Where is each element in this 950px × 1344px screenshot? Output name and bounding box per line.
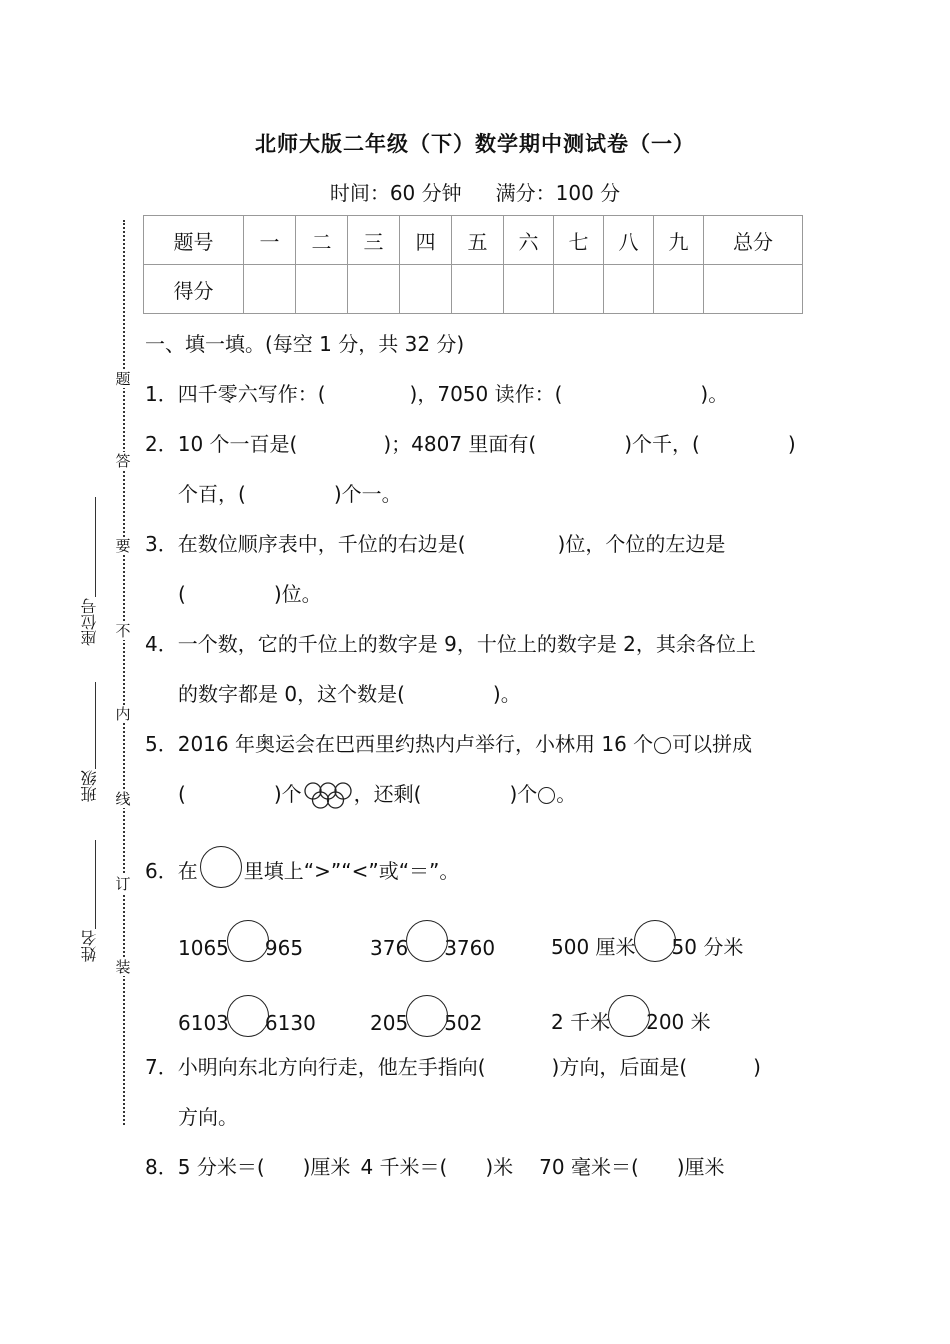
question-text: ): [753, 1055, 761, 1079]
table-cell: 总分: [704, 216, 803, 265]
table-cell: 八: [604, 216, 654, 265]
compare-item: [551, 993, 711, 1035]
question-text: 在数位顺序表中，千位的右边是(: [177, 532, 466, 556]
compare-circle[interactable]: [634, 920, 676, 962]
score-cell[interactable]: [296, 265, 348, 314]
compare-item: [178, 918, 303, 960]
compare-circle[interactable]: [227, 920, 269, 962]
question-text: )。: [492, 682, 521, 706]
binding-char: 不: [115, 622, 131, 640]
question-text: )厘米: [676, 1155, 725, 1179]
class-line[interactable]: [95, 682, 96, 769]
score-cell[interactable]: [554, 265, 604, 314]
score-cell[interactable]: [452, 265, 504, 314]
question-text: )；4807 里面有(: [383, 432, 537, 456]
table-cell: 得分: [144, 265, 244, 314]
question-text: 在: [177, 859, 198, 883]
score-cell[interactable]: [654, 265, 704, 314]
compare-circle[interactable]: [227, 995, 269, 1037]
question-text: )位，个位的左边是: [557, 532, 726, 556]
score-cell[interactable]: [400, 265, 452, 314]
question-4-cont: [178, 678, 521, 707]
table-cell: 四: [400, 216, 452, 265]
question-text: )个一。: [333, 482, 402, 506]
question-text: 70 毫米＝(: [539, 1155, 639, 1179]
table-row: [144, 265, 803, 314]
compare-right: 50 分米: [671, 935, 744, 959]
question-text: 里填上“>”“<”或“＝”。: [243, 859, 460, 883]
olympic-rings-icon: [304, 780, 352, 812]
question-text: 方向。: [178, 1105, 238, 1129]
question-text: 。: [556, 782, 577, 806]
question-3: [145, 528, 725, 557]
binding-char: 要: [115, 537, 131, 555]
name-line[interactable]: [95, 840, 96, 929]
binding-char: 题: [115, 370, 131, 388]
binding-char: 订: [115, 875, 131, 893]
question-text: 10 个一百是(: [177, 432, 298, 456]
binding-char: 装: [115, 958, 131, 976]
question-number: 7．: [145, 1055, 178, 1079]
table-cell: 二: [296, 216, 348, 265]
binding-char: 内: [115, 705, 131, 723]
compare-left: 6103: [178, 1011, 229, 1035]
question-number: 8．: [145, 1155, 178, 1179]
circle-icon: [200, 846, 242, 888]
seat-number-label: 座位号: [80, 598, 99, 646]
question-number: 4．: [145, 632, 178, 656]
question-text: )个: [273, 782, 302, 806]
question-text: 2016 年奥运会在巴西里约热内卢举行，小林用 16 个: [177, 732, 654, 756]
compare-left: 2 千米: [551, 1010, 611, 1034]
question-text: )位。: [273, 582, 322, 606]
table-cell: 七: [554, 216, 604, 265]
question-text: )。: [700, 382, 729, 406]
question-text: (: [178, 782, 186, 806]
question-text: )米: [485, 1155, 514, 1179]
score-cell[interactable]: [604, 265, 654, 314]
question-text: 可以拼成: [672, 732, 753, 756]
section-heading: 一、填一填。(每空 1 分，共 32 分): [145, 332, 465, 356]
question-8: [145, 1151, 725, 1180]
compare-item: [178, 993, 316, 1035]
small-circle-icon: [654, 737, 671, 754]
question-7: [145, 1051, 761, 1080]
question-text: 个百，(: [178, 482, 246, 506]
question-text: )，7050 读作：(: [409, 382, 563, 406]
question-text: (: [178, 582, 186, 606]
compare-circle[interactable]: [406, 920, 448, 962]
question-2: [145, 428, 796, 457]
question-number: 1．: [145, 382, 178, 406]
compare-circle[interactable]: [608, 995, 650, 1037]
question-2-cont: [178, 478, 402, 507]
table-cell: 一: [244, 216, 296, 265]
table-cell: 五: [452, 216, 504, 265]
compare-left: 1065: [178, 936, 229, 960]
question-text: 小明向东北方向行走，他左手指向(: [177, 1055, 486, 1079]
table-row: [144, 216, 803, 265]
question-text: )厘米: [302, 1155, 351, 1179]
compare-item: [551, 918, 743, 960]
compare-right: 3760: [444, 936, 496, 960]
compare-right: 200 米: [646, 1010, 711, 1034]
score-cell[interactable]: [504, 265, 554, 314]
question-3-cont: [178, 578, 322, 607]
question-5-cont: [178, 778, 576, 812]
question-4: [145, 628, 756, 657]
time-limit: 时间：60 分钟: [329, 181, 462, 205]
question-text: 一个数，它的千位上的数字是 9，十位上的数字是 2，其余各位上: [177, 632, 756, 656]
page-title: 北师大版二年级（下）数学期中测试卷（一）: [255, 132, 695, 156]
question-number: 5．: [145, 732, 178, 756]
compare-left: 376: [370, 936, 409, 960]
table-cell: 题号: [144, 216, 244, 265]
compare-right: 6130: [264, 1011, 316, 1035]
compare-item: [370, 918, 495, 960]
binding-char: 答: [115, 452, 131, 470]
class-label: 班级: [80, 770, 99, 802]
question-text: )个: [509, 782, 538, 806]
compare-left: 500 厘米: [551, 935, 636, 959]
table-cell: 三: [348, 216, 400, 265]
seat-number-line[interactable]: [95, 497, 96, 597]
full-score: 满分：100 分: [495, 181, 621, 205]
compare-right: 502: [444, 1011, 483, 1035]
question-text: )个千，(: [624, 432, 700, 456]
question-6: [145, 842, 459, 884]
question-text: ，还剩(: [353, 782, 422, 806]
compare-circle[interactable]: [406, 995, 448, 1037]
binding-char: 线: [115, 790, 131, 808]
table-cell: 六: [504, 216, 554, 265]
question-text: 的数字都是 0，这个数是(: [178, 682, 405, 706]
question-7-cont: [178, 1101, 238, 1130]
score-cell[interactable]: [244, 265, 296, 314]
question-1: [145, 378, 728, 407]
score-cell[interactable]: [704, 265, 803, 314]
question-text: )方向，后面是(: [551, 1055, 688, 1079]
question-number: 3．: [145, 532, 178, 556]
name-label: 姓名: [80, 930, 99, 962]
question-5: [145, 728, 752, 757]
question-text: 四千零六写作：(: [177, 382, 326, 406]
table-cell: 九: [654, 216, 704, 265]
exam-info: [0, 177, 950, 206]
binding-dotted-line: [123, 220, 125, 1125]
question-text: 4 千米＝(: [360, 1155, 448, 1179]
question-text: ): [787, 432, 796, 456]
score-cell[interactable]: [348, 265, 400, 314]
small-circle-icon: [538, 787, 555, 804]
question-number: 2．: [145, 432, 178, 456]
compare-right: 965: [264, 936, 304, 960]
question-number: 6．: [145, 859, 178, 883]
compare-left: 205: [370, 1011, 409, 1035]
question-text: 5 分米＝(: [177, 1155, 265, 1179]
compare-item: [370, 993, 482, 1035]
score-table: [143, 215, 803, 314]
